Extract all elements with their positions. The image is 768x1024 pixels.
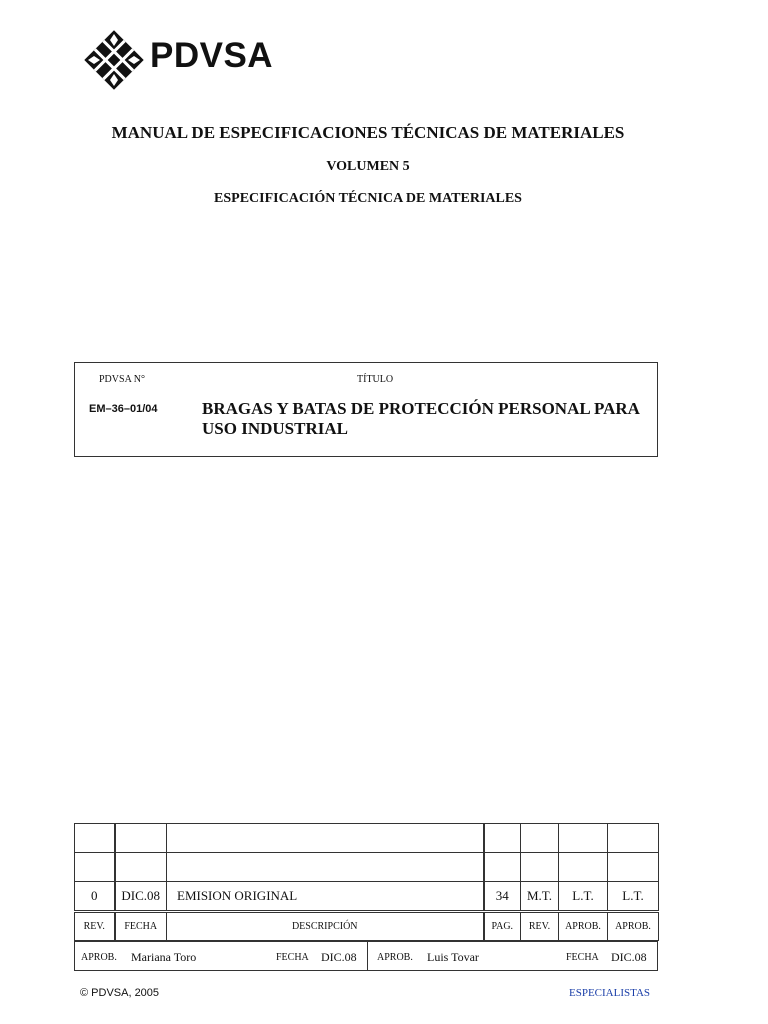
rev-cell: 0 [75,882,115,912]
revision-header-row [75,912,659,941]
empty-cell [559,853,608,882]
aprob2-header: APROB. [608,912,659,941]
copyright: © PDVSA, 2005 [80,987,160,999]
pag-cell: 34 [484,882,521,912]
empty-cell [115,824,167,853]
rev-header: REV. [75,912,115,941]
pdvsa-logo-text: PDVSA [150,36,274,75]
left-aprob-name: Mariana Toro [131,950,197,964]
revision-row [75,882,659,912]
empty-cell [115,853,167,882]
document-code: EM–36–01/04 [89,403,158,415]
left-fecha-value: DIC.08 [321,950,357,964]
approval-divider [367,942,368,970]
empty-cell [75,853,115,882]
spec-title: ESPECIFICACIÓN TÉCNICA DE MATERIALES [214,191,522,206]
empty-cell [75,824,115,853]
empty-cell [521,824,559,853]
descripcion-cell: EMISION ORIGINAL [167,882,484,912]
empty-cell [521,853,559,882]
rev-by-cell: M.T. [521,882,559,912]
right-aprob-label: APROB. [377,952,413,963]
left-aprob-label: APROB. [81,952,117,963]
specialists-link[interactable]: ESPECIALISTAS [569,987,651,999]
pdvsa-number-label: PDVSA N° [99,374,145,385]
fecha-cell: DIC.08 [115,882,167,912]
manual-title: MANUAL DE ESPECIFICACIONES TÉCNICAS DE MATERIALES [111,123,625,142]
approval-row [74,941,658,971]
empty-cell [559,824,608,853]
left-fecha-label: FECHA [276,952,309,963]
empty-cell [608,853,659,882]
aprob1-cell: L.T. [559,882,608,912]
title-label: TÍTULO [357,374,394,385]
right-aprob-name: Luis Tovar [427,950,479,964]
right-fecha-value: DIC.08 [611,950,647,964]
fecha-header: FECHA [115,912,167,941]
pag-header: PAG. [484,912,521,941]
right-fecha-label: FECHA [566,952,599,963]
revision-table [74,823,659,941]
empty-cell [167,824,484,853]
revision-row-empty [75,824,659,853]
pdvsa-logo-icon [84,30,144,90]
empty-cell [167,853,484,882]
descripcion-header: DESCRIPCIÓN [167,912,484,941]
empty-cell [484,853,521,882]
volume-title: VOLUMEN 5 [326,159,410,174]
aprob1-header: APROB. [559,912,608,941]
document-title-box [74,362,658,457]
empty-cell [608,824,659,853]
aprob2-cell: L.T. [608,882,659,912]
rev-by-header: REV. [521,912,559,941]
empty-cell [484,824,521,853]
revision-row-empty [75,853,659,882]
document-title: BRAGAS Y BATAS DE PROTECCIÓN PERSONAL PARA USO INDUSTRIAL [202,399,640,438]
